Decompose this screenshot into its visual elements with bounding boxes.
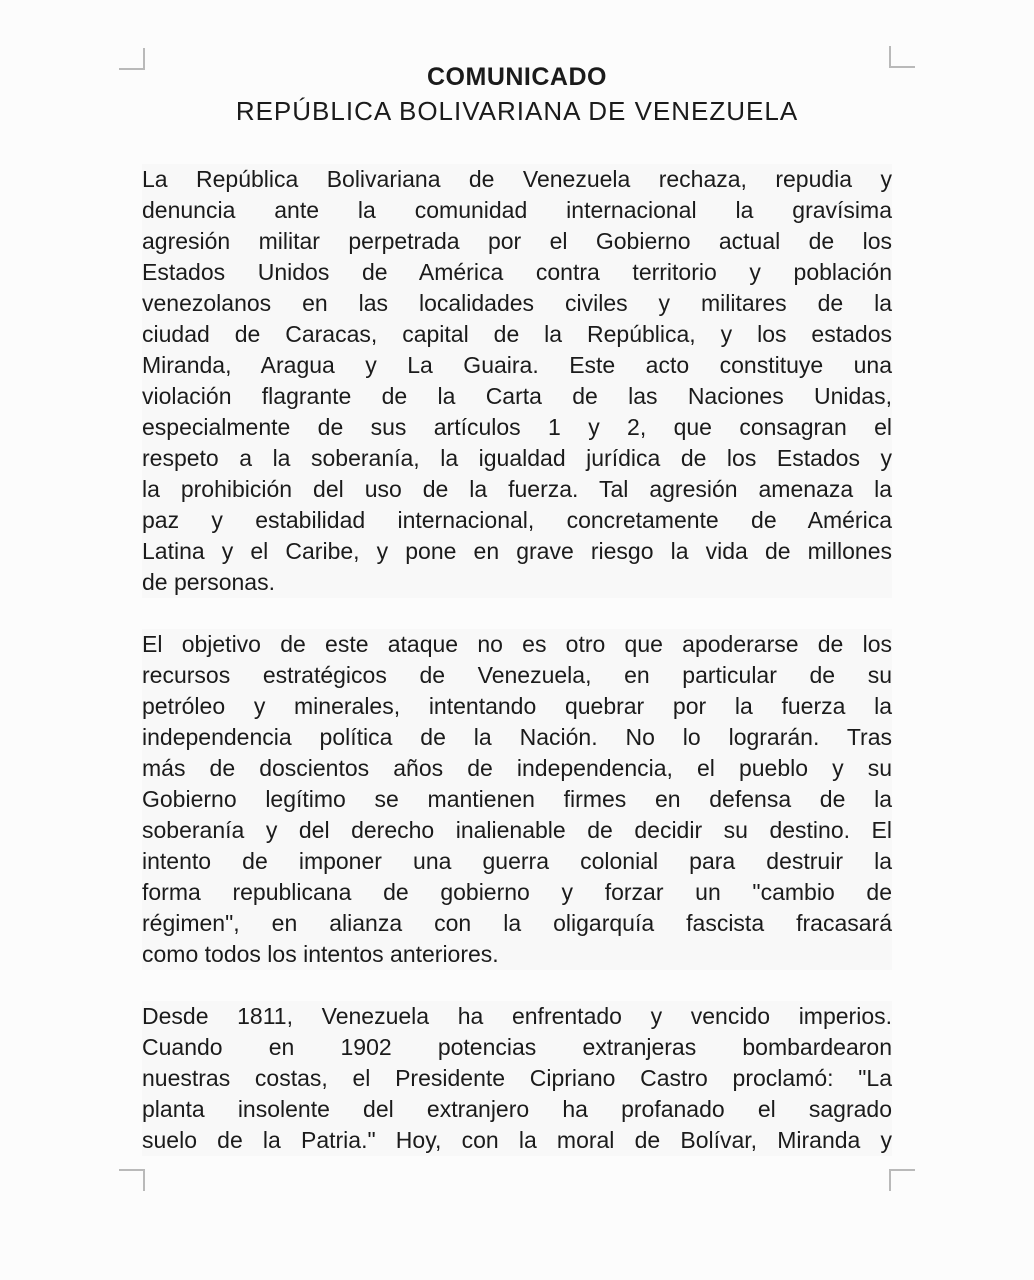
paragraph xyxy=(142,629,892,970)
paragraph xyxy=(142,1001,892,1156)
text-line: respeto a la soberanía, la igualdad jurídica de los Estados y xyxy=(142,445,892,471)
text-line: Miranda, Aragua y La Guaira. Este acto constituye una xyxy=(142,352,892,378)
paragraph xyxy=(142,164,892,598)
text-line: planta insolente del extranjero ha profanado el sagrado xyxy=(142,1096,892,1122)
text-line: intento de imponer una guerra colonial para destruir la xyxy=(142,848,892,874)
text-line: Latina y el Caribe, y pone en grave riesgo la vida de millones xyxy=(142,538,892,564)
text-line: más de doscientos años de independencia, el pueblo y su xyxy=(142,755,892,781)
text-line: denuncia ante la comunidad internacional la gravísima xyxy=(142,197,892,223)
text-line: recursos estratégicos de Venezuela, en particular de su xyxy=(142,662,892,688)
text-line: régimen", en alianza con la oligarquía fascista fracasará xyxy=(142,910,892,936)
text-line: soberanía y del derecho inalienable de decidir su destino. El xyxy=(142,817,892,843)
text-line: forma republicana de gobierno y forzar un "cambio de xyxy=(142,879,892,905)
text-line: de personas. xyxy=(142,569,275,595)
text-line: petróleo y minerales, intentando quebrar por la fuerza la xyxy=(142,693,892,719)
text-line: ciudad de Caracas, capital de la República, y los estados xyxy=(142,321,892,347)
text-line: Estados Unidos de América contra territorio y población xyxy=(142,259,892,285)
text-line: venezolanos en las localidades civiles y militares de la xyxy=(142,290,892,316)
document-body xyxy=(142,164,892,1156)
text-line: Cuando en 1902 potencias extranjeras bombardearon xyxy=(142,1034,892,1060)
text-line: suelo de la Patria." Hoy, con la moral de Bolívar, Miranda y xyxy=(142,1127,892,1153)
text-line: independencia política de la Nación. No lo lograrán. Tras xyxy=(142,724,892,750)
text-line: como todos los intentos anteriores. xyxy=(142,941,499,967)
crop-mark-bottom-right-icon xyxy=(889,1169,915,1191)
page-subtitle: REPÚBLICA BOLIVARIANA DE VENEZUELA xyxy=(235,96,799,126)
text-line: nuestras costas, el Presidente Cipriano Castro proclamó: "La xyxy=(142,1065,892,1091)
page-title: COMUNICADO xyxy=(427,63,607,91)
text-line: especialmente de sus artículos 1 y 2, que consagran el xyxy=(142,414,892,440)
crop-mark-bottom-left-icon xyxy=(119,1169,145,1191)
crop-mark-top-left-icon xyxy=(119,48,145,70)
text-line: agresión militar perpetrada por el Gobierno actual de los xyxy=(142,228,892,254)
text-line: Gobierno legítimo se mantienen firmes en defensa de la xyxy=(142,786,892,812)
document-header xyxy=(0,0,1034,126)
text-line: paz y estabilidad internacional, concretamente de América xyxy=(142,507,892,533)
text-line: La República Bolivariana de Venezuela rechaza, repudia y xyxy=(142,166,892,192)
crop-mark-top-right-icon xyxy=(889,46,915,68)
text-line: violación flagrante de la Carta de las Naciones Unidas, xyxy=(142,383,892,409)
text-line: la prohibición del uso de la fuerza. Tal agresión amenaza la xyxy=(142,476,892,502)
text-line: Desde 1811, Venezuela ha enfrentado y vencido imperios. xyxy=(142,1003,892,1029)
text-line: El objetivo de este ataque no es otro que apoderarse de los xyxy=(142,631,892,657)
